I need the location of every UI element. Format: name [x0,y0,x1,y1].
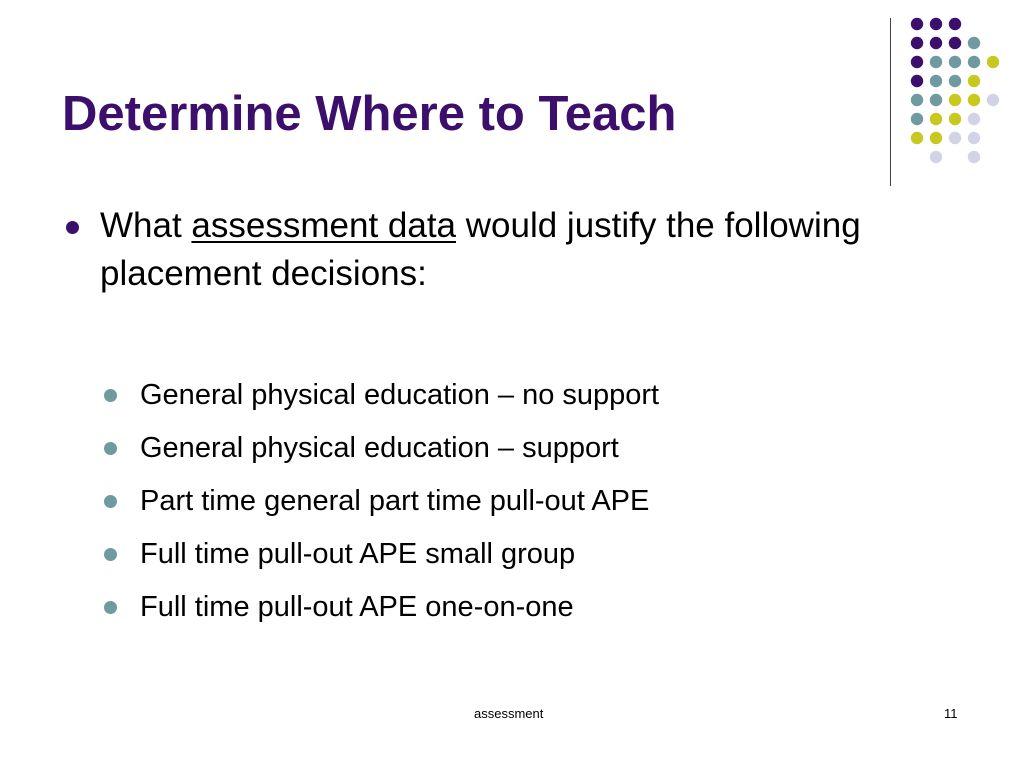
decorative-dot [930,37,942,49]
decorative-dot [968,113,980,125]
sub-bullet-marker [104,389,117,402]
decorative-dot [911,113,923,125]
decorative-dot [911,56,923,68]
decorative-dot [949,132,961,144]
sub-bullet-marker [104,601,117,614]
decorative-dot [930,75,942,87]
main-bullet-text-pre: What [100,206,192,245]
main-bullet-text [100,202,920,298]
sub-bullet-marker [104,442,117,455]
decorative-dot [911,94,923,106]
vertical-divider-line [890,18,891,186]
list-item [104,373,659,426]
list-item-text: Full time pull-out APE small group [140,538,576,570]
list-item [104,532,659,585]
list-item [104,479,659,532]
decorative-dot [968,75,980,87]
main-bullet-marker [66,221,79,234]
decorative-dot [949,18,961,30]
decorative-dot [930,18,942,30]
decorative-dot [968,94,980,106]
decorative-dot [987,56,999,68]
main-bullet-text-post: would justify the following placement decisions: [100,206,861,293]
list-item [104,426,659,479]
decorative-dot [930,94,942,106]
decorative-dot [930,132,942,144]
list-item-text: Part time general part time pull-out APE [140,485,650,517]
assessment-data-link[interactable]: assessment data [191,206,457,245]
list-item [104,585,659,638]
slide-title: Determine Where to Teach [62,87,677,141]
decorative-dot [930,113,942,125]
sub-bullet-marker [104,548,117,561]
decorative-dot [968,37,980,49]
list-item-text: Full time pull-out APE one-on-one [140,591,574,623]
footer-text: assessment [474,706,544,721]
decorative-dot [968,132,980,144]
decorative-dot [911,18,923,30]
decorative-dot [911,132,923,144]
decorative-dot [930,151,942,163]
decorative-dot [968,56,980,68]
decorative-dot [930,56,942,68]
page-number: 11 [944,706,958,721]
decorative-dot [987,94,999,106]
decorative-dot [949,75,961,87]
list-item-text: General physical education – no support [140,379,660,411]
decorative-dot [949,94,961,106]
decorative-dot [911,75,923,87]
sub-bullet-marker [104,495,117,508]
list-item-text: General physical education – support [140,432,619,464]
decorative-dot [949,113,961,125]
placement-decisions-list [104,373,659,638]
decorative-dot [949,37,961,49]
decorative-dot [911,37,923,49]
decorative-dot [949,56,961,68]
decorative-dot [968,151,980,163]
